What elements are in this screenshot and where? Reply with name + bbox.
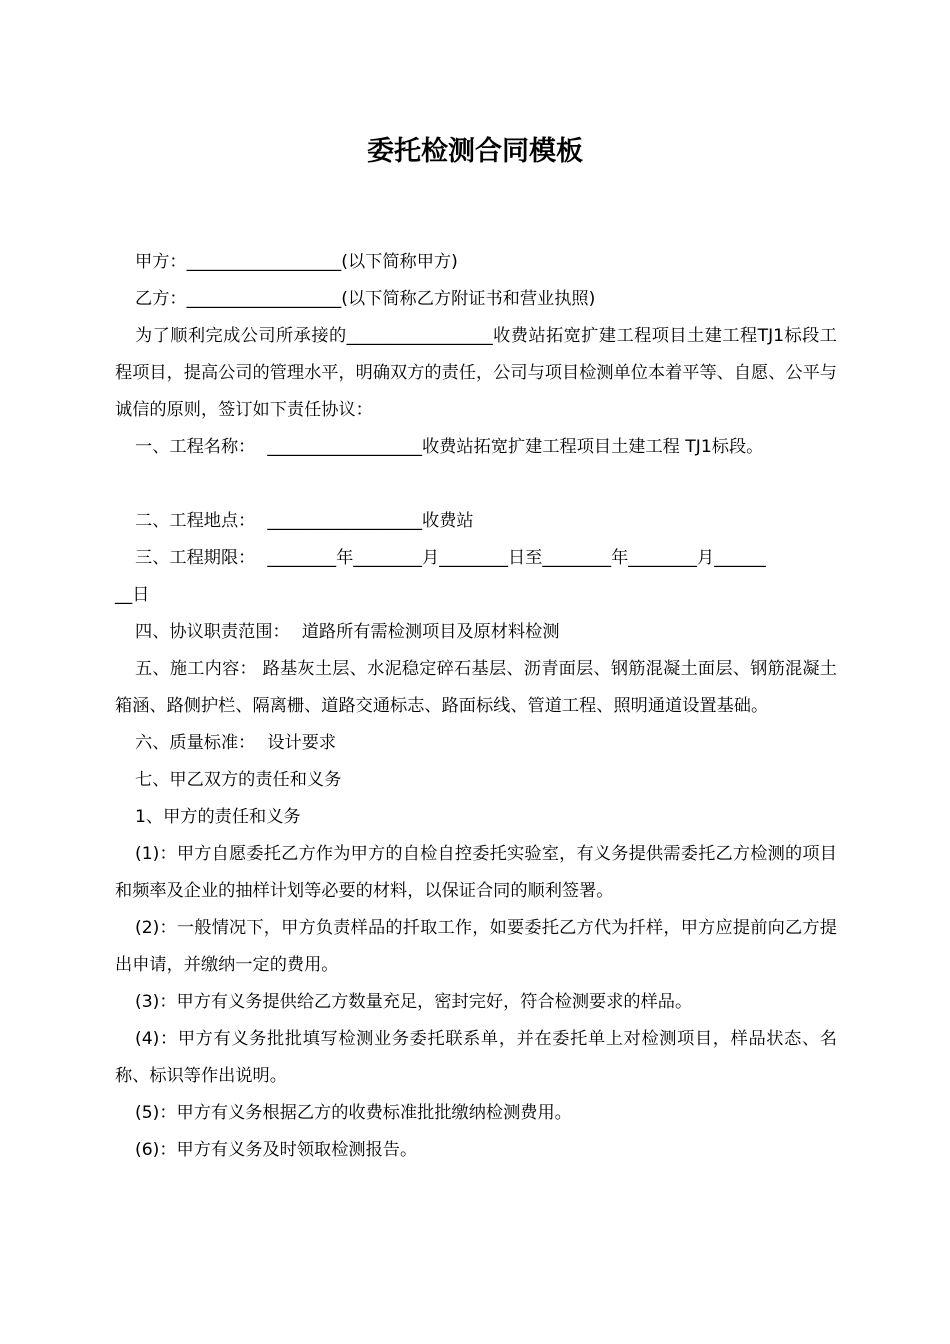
project-period-item — [115, 540, 837, 577]
party-b-line: 乙方：__________________(以下简称乙方附证书和营业执照) — [135, 289, 596, 309]
clause-4: (4)：甲方有义务批批填写检测业务委托联系单，并在委托单上对检测项目，样品状态、名称、标识等作出说明。 — [115, 1029, 837, 1086]
project-location-value: __________________收费站 — [267, 511, 474, 531]
quality-item — [115, 725, 837, 762]
project-location-label: 二、工程地点： — [135, 511, 256, 531]
quality-label: 六、质量标准： — [135, 733, 256, 753]
project-period-value: ________年________月________日至________年________月______ — [267, 548, 766, 568]
scope-label: 四、协议职责范围： — [135, 622, 290, 642]
construction-content-item: 五、施工内容： 路基灰土层、水泥稳定碎石基层、沥青面层、钢筋混凝土面层、钢筋混凝土箱涵、路侧护栏、隔离栅、道路交通标志、路面标线、管道工程、照明通道设置基础。 — [115, 659, 837, 716]
project-period-continuation: __日 — [115, 585, 150, 605]
blank-spacer — [115, 466, 837, 503]
clause-6: (6)：甲方有义务及时领取检测报告。 — [135, 1140, 418, 1160]
party-a-line: 甲方：__________________(以下简称甲方) — [135, 252, 458, 272]
party-a-duties-heading: 1、甲方的责任和义务 — [135, 807, 301, 827]
clause-3: (3)：甲方有义务提供给乙方数量充足，密封完好，符合检测要求的样品。 — [135, 992, 693, 1012]
duties-heading: 七、甲乙双方的责任和义务 — [135, 770, 342, 790]
document-body — [115, 244, 837, 1169]
project-name-value: __________________收费站拓宽扩建工程项目土建工程 TJ1标段。 — [267, 437, 764, 457]
project-period-label: 三、工程期限： — [135, 548, 256, 568]
scope-value: 道路所有需检测项目及原材料检测 — [301, 622, 560, 642]
clause-2: (2)：一般情况下，甲方负责样品的扦取工作，如要委托乙方代为扦样，甲方应提前向乙方提出申请，并缴纳一定的费用。 — [115, 918, 837, 975]
scope-item — [115, 614, 837, 651]
intro-paragraph: 为了顺利完成公司所承接的_________________收费站拓宽扩建工程项目土建工程TJ1标段工程项目，提高公司的管理水平，明确双方的责任，公司与项目检测单位本着平等、自愿、公平与诚信的原则，签订如下责任协议： — [115, 326, 837, 420]
clause-5: (5)：甲方有义务根据乙方的收费标准批批缴纳检测费用。 — [135, 1103, 572, 1123]
project-name-item — [115, 429, 837, 466]
quality-value: 设计要求 — [267, 733, 337, 753]
project-name-label: 一、工程名称： — [135, 437, 256, 457]
document-title: 委托检测合同模板 — [367, 136, 583, 167]
project-location-item — [115, 503, 837, 540]
clause-1: (1)：甲方自愿委托乙方作为甲方的自检自控委托实验室，有义务提供需委托乙方检测的项目和频率及企业的抽样计划等必要的材料，以保证合同的顺利签署。 — [115, 844, 837, 901]
